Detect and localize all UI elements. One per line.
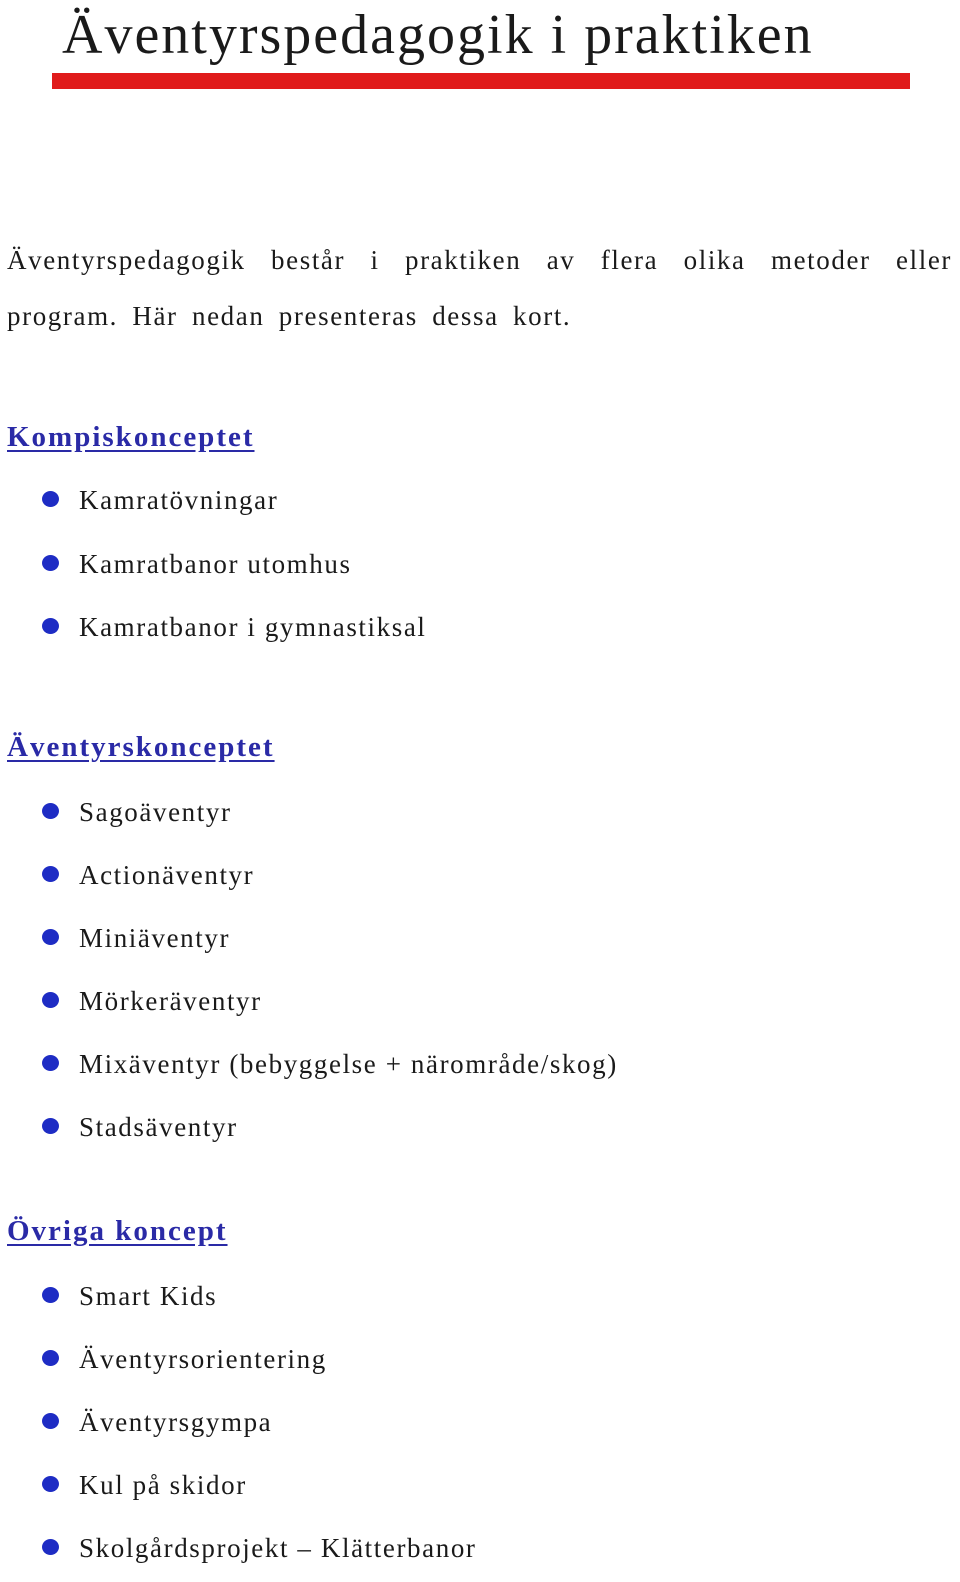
list-item-label: Kamratövningar xyxy=(79,485,279,515)
bullet-icon xyxy=(42,618,59,634)
bullet-icon xyxy=(42,1350,59,1366)
bullet-icon xyxy=(42,992,59,1008)
bullet-icon xyxy=(42,1118,59,1134)
list-item-label: Mixäventyr (bebyggelse + närområde/skog) xyxy=(79,1049,618,1079)
page-title: Äventyrspedagogik i praktiken xyxy=(62,4,814,66)
bullet-icon xyxy=(42,1055,59,1071)
list-item-label: Smart Kids xyxy=(79,1281,218,1311)
bullet-icon xyxy=(42,866,59,882)
bullet-icon xyxy=(42,1476,59,1492)
bullet-icon xyxy=(42,929,59,945)
list-item-label: Kamratbanor utomhus xyxy=(79,549,352,579)
list-item-label: Kul på skidor xyxy=(79,1470,247,1500)
intro-paragraph: Äventyrspedagogik består i praktiken av flera olika metoder eller program. Här nedan presenteras dessa kort. xyxy=(7,245,952,331)
bullet-icon xyxy=(42,803,59,819)
list-item-label: Sagoäventyr xyxy=(79,797,232,827)
bullet-icon xyxy=(42,555,59,571)
list-item-label: Actionäventyr xyxy=(79,860,255,890)
title-divider xyxy=(52,73,910,89)
list-item-label: Äventyrsgympa xyxy=(79,1407,273,1437)
bullet-icon xyxy=(42,491,59,507)
list-item-label: Stadsäventyr xyxy=(79,1112,238,1142)
list-item-label: Miniäventyr xyxy=(79,923,231,953)
section-heading-ovriga-koncept: Övriga koncept xyxy=(7,1215,228,1247)
bullet-icon xyxy=(42,1287,59,1303)
bullet-icon xyxy=(42,1539,59,1555)
list-item-label: Skolgårdsprojekt – Klätterbanor xyxy=(79,1533,477,1563)
section-heading-kompiskonceptet: Kompiskonceptet xyxy=(7,421,255,453)
section-heading-aventyrskonceptet: Äventyrskonceptet xyxy=(7,731,275,763)
list-item-label: Kamratbanor i gymnastiksal xyxy=(79,612,427,642)
list-item-label: Mörkeräventyr xyxy=(79,986,262,1016)
bullet-icon xyxy=(42,1413,59,1429)
list-item-label: Äventyrsorientering xyxy=(79,1344,327,1374)
